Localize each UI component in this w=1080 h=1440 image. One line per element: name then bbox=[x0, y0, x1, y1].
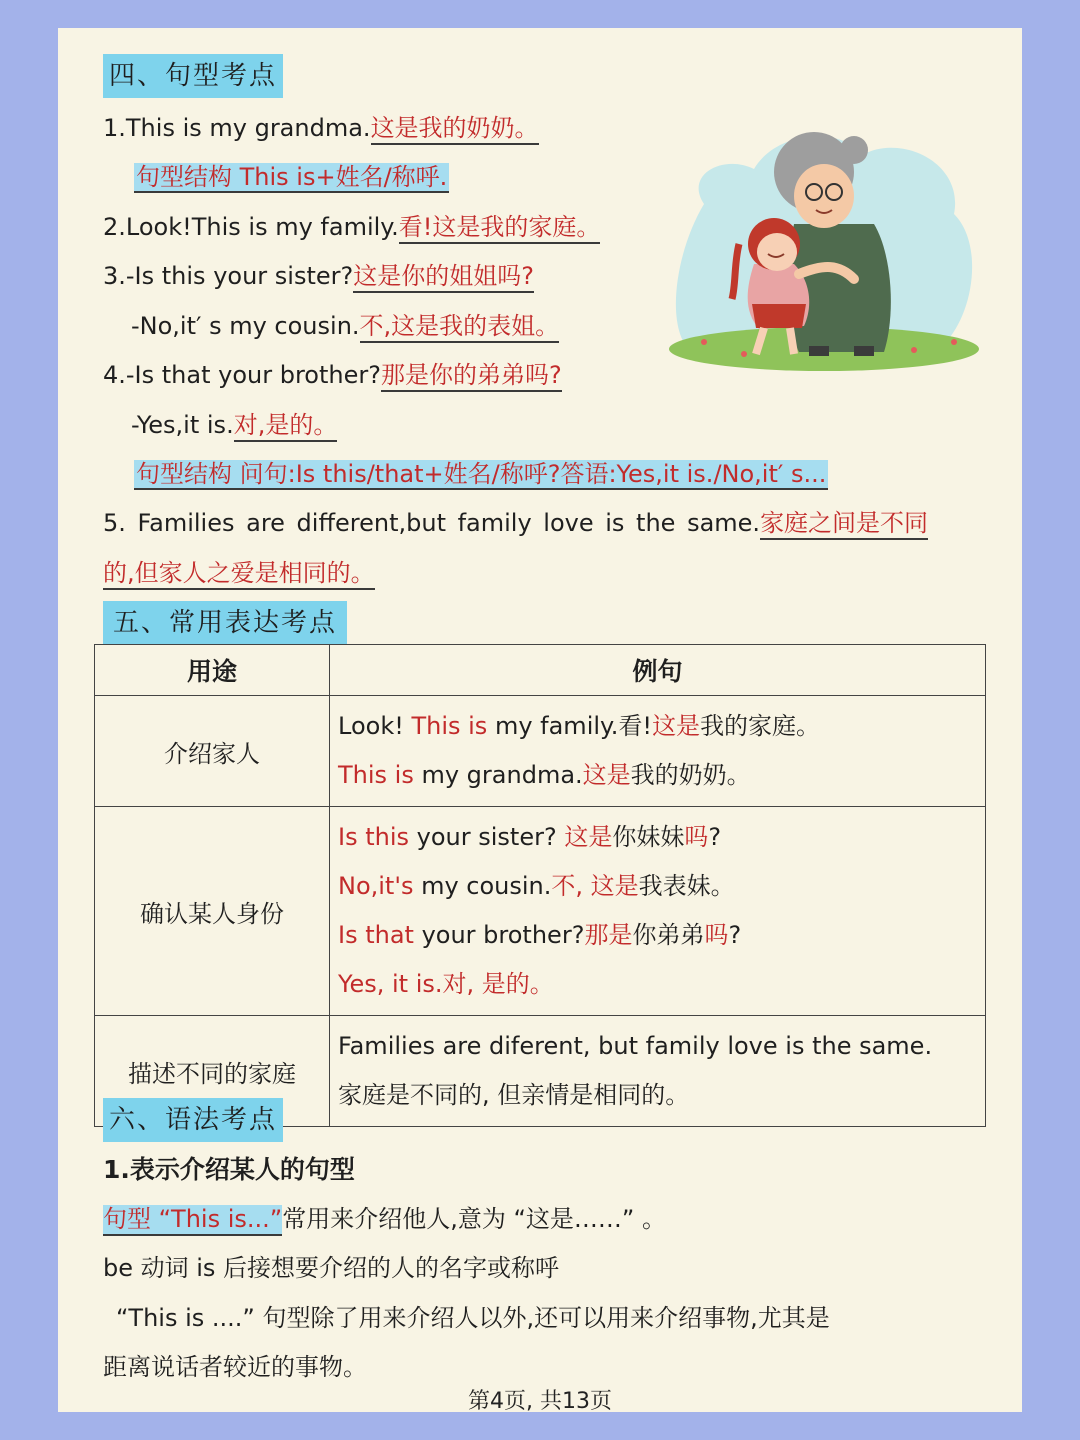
example-segment: ? bbox=[708, 823, 722, 851]
page-footer: 第4页, 共13页 bbox=[468, 1389, 612, 1414]
sentence-4-answer: -Yes,it is.对,是的。 bbox=[131, 407, 337, 443]
section4-heading: 四、句型考点 bbox=[103, 54, 283, 98]
example-line bbox=[338, 1071, 977, 1120]
example-segment: my grandma. bbox=[413, 761, 583, 789]
use-cell: 确认某人身份 bbox=[95, 807, 330, 1016]
example-segment: Look! bbox=[338, 712, 412, 740]
example-line bbox=[338, 1022, 977, 1071]
expressions-table bbox=[94, 644, 986, 1127]
sentence-3: 3.-Is this your sister?这是你的姐姐吗? bbox=[103, 258, 534, 294]
example-segment: This is bbox=[411, 712, 488, 740]
grammar-subheading: 1.表示介绍某人的句型 bbox=[103, 1155, 355, 1184]
sentence-4: 4.-Is that your brother?那是你的弟弟吗? bbox=[103, 357, 562, 393]
example-line bbox=[338, 862, 977, 911]
example-segment: No,it's bbox=[338, 872, 414, 900]
sentence-2: 2.Look!This is my family.看!这是我的家庭。 bbox=[103, 209, 600, 245]
column-header-use: 用途 bbox=[95, 645, 330, 696]
example-segment: 吗 bbox=[684, 823, 709, 851]
example-segment: my cousin. bbox=[413, 872, 552, 900]
example-line bbox=[338, 911, 977, 960]
sentence-1: 1.This is my grandma.这是我的奶奶。 bbox=[103, 110, 539, 146]
example-segment: 我表妹。 bbox=[638, 872, 735, 900]
sentence-3-answer: -No,it′ s my cousin.不,这是我的表姐。 bbox=[131, 308, 559, 344]
example-segment: Yes, it is.对, 是的。 bbox=[338, 970, 554, 998]
example-segment: your sister? bbox=[409, 823, 565, 851]
use-cell: 介绍家人 bbox=[95, 696, 330, 807]
example-segment: 我的奶奶。 bbox=[630, 761, 751, 789]
grammar-para-4: 距离说话者较近的事物。 bbox=[103, 1353, 367, 1381]
grandma-hugging-girl-illustration bbox=[664, 114, 984, 374]
example-segment: 你妹妹 bbox=[612, 823, 685, 851]
example-line bbox=[338, 751, 977, 800]
section6-heading: 六、语法考点 bbox=[103, 1098, 283, 1142]
worksheet-page bbox=[58, 28, 1022, 1412]
example-line bbox=[338, 813, 977, 862]
grammar-para-2: be 动词 is 后接想要介绍的人的名字或称呼 bbox=[103, 1254, 560, 1282]
example-segment: 不, 这是 bbox=[551, 872, 639, 900]
example-segment: 这是 bbox=[564, 823, 613, 851]
example-segment: Families are diferent, but family love is the same. bbox=[338, 1032, 933, 1060]
example-segment: 看! bbox=[618, 712, 653, 740]
example-segment: ? bbox=[728, 921, 742, 949]
column-header-example: 例句 bbox=[330, 645, 986, 696]
example-cell bbox=[330, 1016, 986, 1127]
example-segment: 这是 bbox=[582, 761, 631, 789]
example-segment: 我的家庭。 bbox=[700, 712, 821, 740]
example-segment: my family. bbox=[487, 712, 619, 740]
example-segment: This is bbox=[338, 761, 414, 789]
example-segment: 吗 bbox=[704, 921, 729, 949]
example-segment: your brother? bbox=[413, 921, 585, 949]
example-line bbox=[338, 702, 977, 751]
example-segment: Is this bbox=[338, 823, 410, 851]
example-cell bbox=[330, 696, 986, 807]
grammar-para-1: 句型 “This is...”常用来介绍他人,意为 “这是……” 。 bbox=[103, 1201, 666, 1237]
example-segment: 这是 bbox=[652, 712, 701, 740]
section5-heading: 五、常用表达考点 bbox=[103, 601, 347, 645]
structure-1: 句型结构 This is+姓名/称呼. bbox=[136, 163, 448, 191]
structure-2: 句型结构 问句:Is this/that+姓名/称呼?答语:Yes,it is./No,it′ s... bbox=[136, 460, 827, 488]
use-cell: 描述不同的家庭 bbox=[95, 1016, 330, 1127]
sentence-5: 5. Families are different,but family love is the same.家庭之间是不同 bbox=[103, 505, 928, 541]
example-cell bbox=[330, 807, 986, 1016]
grammar-para-3: “This is ....” 句型除了用来介绍人以外,还可以用来介绍事物,尤其是 bbox=[116, 1304, 830, 1332]
example-segment: 那是 bbox=[584, 921, 633, 949]
example-segment: 家庭是不同的, 但亲情是相同的。 bbox=[338, 1081, 690, 1109]
example-line bbox=[338, 960, 977, 1009]
example-segment: 你弟弟 bbox=[632, 921, 705, 949]
sentence-5-cont: 的,但家人之爱是相同的。 bbox=[103, 555, 375, 591]
example-segment: Is that bbox=[338, 921, 414, 949]
